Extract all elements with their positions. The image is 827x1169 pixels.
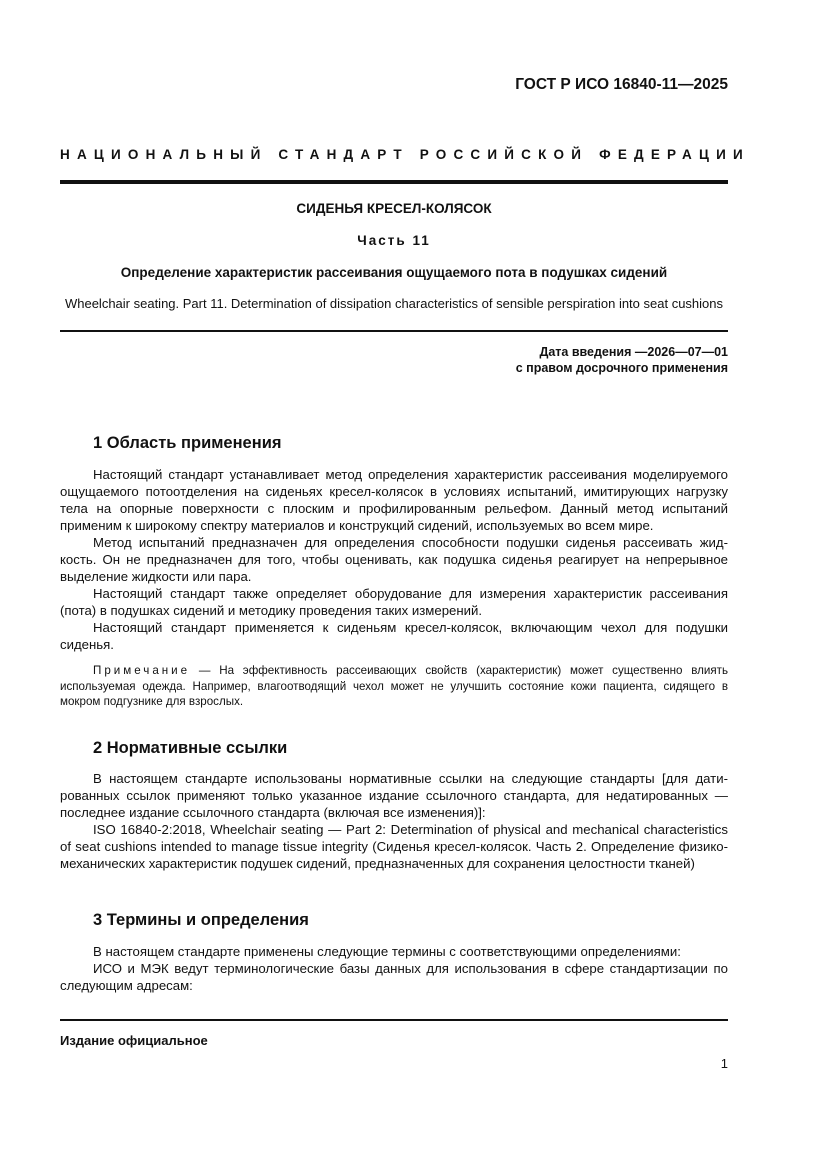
section-heading: 1 Область применения [93, 434, 282, 452]
section-heading: 3 Термины и определения [93, 911, 309, 929]
national-standard-banner: НАЦИОНАЛЬНЫЙ СТАНДАРТ РОССИЙСКОЙ ФЕДЕРАЦИИ [60, 147, 750, 162]
document-title: СИДЕНЬЯ КРЕСЕЛ-КОЛЯСОК [296, 201, 492, 216]
footer-rule [60, 1019, 728, 1021]
intro-date-line: Дата введения —2026—07—01 [539, 345, 728, 359]
paragraph: ISO 16840-2:2018, Wheelchair seating — Part 2: Determination of physical and mechanical characteristics of seat cushions intended to manage tissue integrity (Сиденья кресел-колясок. Часть 2. Определение физико-механических характеристик подушек сидений, предназначенных для сохранения целостности тканей) [60, 822, 728, 871]
section-body [60, 943, 728, 994]
paragraph: В настоящем стандарте использованы нормативные ссылки на следующие стандарты [для датированных ссылок применяют только указанное издание ссылочного стандарта, для недатированных — последнее издание ссылочного стандарта (включая все изменения)]: [60, 771, 728, 820]
standard-code: ГОСТ Р ИСО 16840-11—2025 [515, 76, 728, 93]
official-edition-label: Издание официальное [60, 1033, 208, 1048]
title-rule [60, 330, 728, 332]
paragraph: Настоящий стандарт также определяет оборудование для измерения характеристик рассеивания (пота) в подушках сидений и методику проведения таких измерений. [60, 586, 728, 618]
section-body [60, 770, 728, 872]
paragraph: ИСО и МЭК ведут терминологические базы данных для использования в сфере стандартизации по следующим адресам: [60, 961, 728, 993]
english-title: Wheelchair seating. Part 11. Determination of dissipation characteristics of sensible perspiration into seat cushions [64, 296, 724, 311]
paragraph: Настоящий стандарт применяется к сиденьям кресел-колясок, включающим чехол для подушки сиденья. [60, 620, 728, 652]
section-body [60, 466, 728, 653]
intro-date [516, 344, 728, 376]
section-heading: 2 Нормативные ссылки [93, 739, 288, 757]
document-part: Часть 11 [357, 233, 431, 248]
paragraph: Настоящий стандарт устанавливает метод определения характеристик рассеивания моделируемого ощущаемого потоотделения на сиденьях кресел-колясок в условиях испытаний, имитирующих нагрузку тела на опорные поверхности с плоским и профилированным рельефом. Данный метод испытаний применим к широкому спектру материалов и конструкций сидений, используемых во всем мире. [60, 467, 728, 533]
note-text: — На эффективность рассеивающих свойств (характеристик) может существенно влиять используемая одежда. Например, влагоотводящий чехол может не улучшить состояние кожи пациента, сидящего в мокром подгузнике для взрослых. [60, 664, 728, 708]
note-label: Примечание [93, 664, 191, 677]
header-rule [60, 180, 728, 184]
note [60, 663, 728, 710]
early-application-line: с правом досрочного применения [515, 361, 728, 375]
paragraph: Метод испытаний предназначен для определения способности подушки сиденья рассеивать жидкость. Он не предназначен для того, чтобы оценивать, как подушка сиденья реагирует на непрерывное выделение жидкости или пара. [60, 535, 728, 584]
page-number: 1 [720, 1056, 728, 1071]
document-subtitle: Определение характеристик рассеивания ощущаемого пота в подушках сидений [120, 265, 668, 280]
paragraph: В настоящем стандарте применены следующие термины с соответствующими определениями: [93, 944, 681, 959]
